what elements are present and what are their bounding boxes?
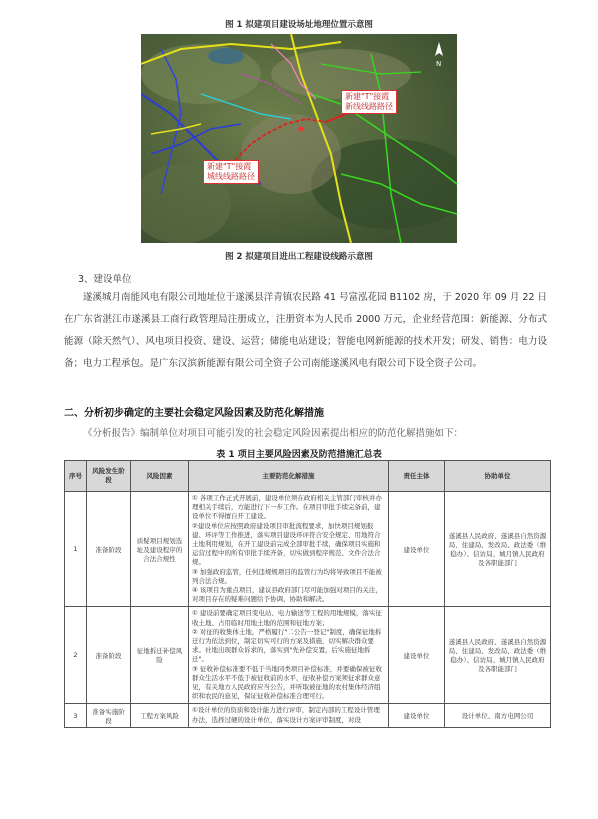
- row-no: 1: [65, 492, 87, 607]
- row-no: 2: [65, 607, 87, 704]
- section3-paragraph: 遂溪城月南能风电有限公司地址位于遂溪县洋青镇农民路 41 号富泓花园 B1102 房，于 2020 年 09 月 22 日在广东省湛江市遂溪县工商行政管理局注册成立，注册资本为人民币 2000 万元，企业经营范围：新能源、分布式能源（除天然气）、风电项目投资、建设、运营；储能电站建设；智能电网新能源的技术开发；研发、销售：电力设备；电力工程承包。是广东汉滨新能源有限公司全资子公司南能遂溪风电有限公司下设全资子公司。: [64, 292, 547, 369]
- measure-item: ② 对征的收集体土地，严格履行"二公告一登记"制度，确保征地拆迁行为依法到位，制定切实可行的方案及措施，切实解决群众要求。社地出现群众诉求的，落实到"先补偿安置，后实施征地拆迁"。: [192, 627, 382, 664]
- callout-left: 新建"T"接霞 城线线路路径: [203, 160, 259, 184]
- measure-item: ③ 加强政府监管，任何违规规项目的监管行为均将导致项目不能被列合法合规。: [192, 567, 382, 585]
- figure2-title: 图 2 拟建项目进出工程建设线路示意图: [225, 252, 373, 262]
- row-owner: 建设单位: [389, 704, 445, 727]
- map-graphic: [141, 34, 457, 243]
- table-row: [65, 607, 551, 704]
- section3-heading: 3、建设单位: [78, 274, 132, 285]
- measure-item: ① 建设前要确定项目变电站、电力输送等工程的用地规模，落实征收土地、占用临时用地土地的范围和征地方案；: [192, 609, 382, 627]
- header-stage: 风险发生阶段: [87, 461, 131, 492]
- row-measures: [189, 704, 389, 727]
- header-measures: 主要防范化解措施: [189, 461, 389, 492]
- measure-item: ②建设单位应按照政府建设项目审批流程要求，加快项目规划报建、环评等工作推进，落实项目建设环评符合安全规定、用地符合土地利用规划，在开工建设前完成全部审批手续，确保项目实施和运营过程中的所有审批手续齐备，切实做到程序规范、文件合法合规。: [192, 521, 381, 567]
- row-stage: 准备阶段: [87, 607, 131, 704]
- row-assist: 遂溪县人民政府、遂溪县自然资源局、住建局、发改局、政法委（维稳办）、信访局、城月镇人民政府及各职能部门: [445, 492, 551, 607]
- measure-item: ③ 征收补偿标准要不低于当地同类项目补偿标准，并要确保被征收群众生活水平不低于被征收前的水平，征收补偿方案须征求群众意见，有关地方人民政府应当公告，并听取被征地的农村集体经济组织和农民的意见，保证征收补偿标准合理可行。: [192, 664, 382, 701]
- row-owner: 建设单位: [389, 492, 445, 607]
- row-stage: 准备阶段: [87, 492, 131, 607]
- table-title: 表 1 项目主要风险因素及防范措施汇总表: [216, 450, 382, 460]
- row-stage: 准备实施阶段: [87, 704, 131, 727]
- table-header-row: [65, 461, 551, 492]
- measure-item: ①设计单位的资质和设计能力进行评审，制定内部的工程设计管理办法，选择过硬的设计单位，落实设计方案评审制度，对设: [192, 706, 380, 724]
- row-measures: [189, 607, 389, 704]
- callout-right: 新建"T"接霞 新线线路路径: [341, 90, 397, 114]
- satellite-map: [141, 34, 457, 243]
- row-factor: 工程方案风险: [131, 704, 189, 727]
- header-factor: 风险因素: [131, 461, 189, 492]
- section-two-heading: 二、分析初步确定的主要社会稳定风险因素及防范化解措施: [64, 408, 324, 419]
- row-factor: 质疑项目规划选址及建设程序的合法合规性: [131, 492, 189, 607]
- row-measures: [189, 492, 389, 607]
- row-assist: 设计单位、南方电网公司: [445, 704, 551, 727]
- table-row: [65, 492, 551, 607]
- svg-text:N: N: [436, 60, 442, 68]
- row-factor: 征地拆迁补偿风险: [131, 607, 189, 704]
- measure-item: ① 各项工作正式开展前，建设单位须在政府相关主管部门审核并办理相关手续后，方能进行下一步工作。在项目审批手续完备前，建设单位不得擅自开工建设。: [192, 494, 382, 521]
- risk-table: [64, 460, 551, 728]
- header-owner: 责任主体: [389, 461, 445, 492]
- header-no: 序号: [65, 461, 87, 492]
- section-two-intro: 《分析报告》编制单位对项目可能引发的社会稳定风险因素提出相应的防范化解措施如下：: [83, 428, 464, 439]
- row-no: 3: [65, 704, 87, 727]
- row-owner: 建设单位: [389, 607, 445, 704]
- table-row: [65, 704, 551, 727]
- header-assist: 协助单位: [445, 461, 551, 492]
- measure-item: ④ 该项目为重点项目，建议县政府部门尽可能加强对项目的关注，对项目存在的疑难问题给予协调、协助和解决。: [192, 586, 382, 604]
- row-assist: 遂溪县人民政府、遂溪县自然资源局、住建局、发改局、政法委（维稳办）、信访局、城月镇人民政府及各职能部门: [445, 607, 551, 704]
- figure1-title: 图 1 拟建项目建设场址地理位置示意图: [225, 20, 373, 30]
